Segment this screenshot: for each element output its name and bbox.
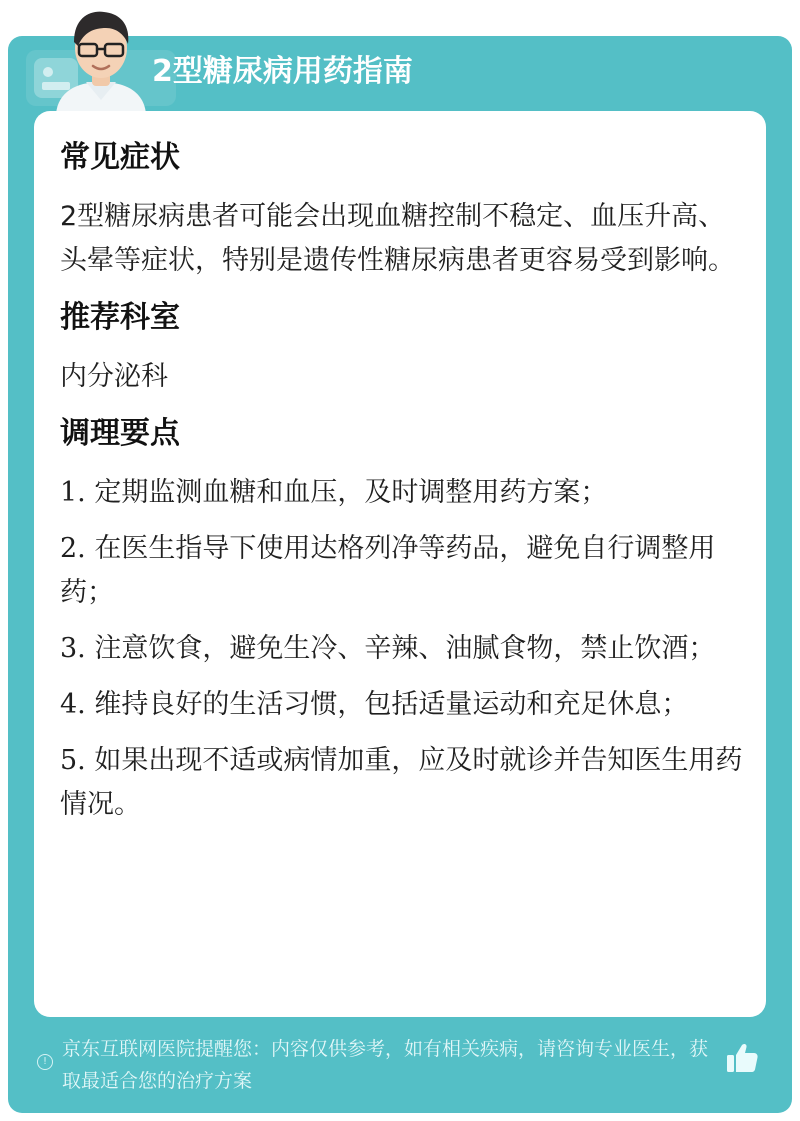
list-number: 5. bbox=[60, 745, 86, 776]
department-text: 内分泌科 bbox=[60, 361, 168, 392]
list-text: 维持良好的生活习惯，包括适量运动和充足休息； bbox=[94, 689, 689, 720]
list-text: 如果出现不适或病情加重，应及时就诊并告知医生用药情况。 bbox=[60, 745, 743, 820]
list-item bbox=[60, 527, 746, 615]
list-item bbox=[60, 627, 746, 671]
care-heading: 调理要点 bbox=[60, 416, 180, 451]
list-item bbox=[60, 739, 746, 827]
care-list bbox=[60, 471, 746, 827]
list-number: 1. bbox=[60, 477, 86, 508]
list-number: 3. bbox=[60, 633, 86, 664]
list-item bbox=[60, 471, 746, 515]
list-text: 定期监测血糖和血压，及时调整用药方案； bbox=[94, 477, 608, 508]
footer-disclaimer: 京东互联网医院提醒您：内容仅供参考，如有相关疾病，请咨询专业医生，获取最适合您的治疗方案 bbox=[62, 1038, 709, 1092]
info-icon: ! bbox=[37, 1054, 53, 1070]
department-heading: 推荐科室 bbox=[60, 300, 180, 335]
symptoms-text: 2型糖尿病患者可能会出现血糖控制不稳定、血压升高、头晕等症状，特别是遗传性糖尿病患者更容易受到影响。 bbox=[60, 201, 735, 276]
list-text: 在医生指导下使用达格列净等药品，避免自行调整用药； bbox=[60, 533, 716, 608]
page-title: 2型糖尿病用药指南 bbox=[152, 54, 413, 89]
content-body bbox=[60, 135, 746, 839]
thumbs-up-icon[interactable] bbox=[724, 1040, 760, 1076]
list-item bbox=[60, 683, 746, 727]
list-number: 2. bbox=[60, 533, 86, 564]
doctor-avatar-icon bbox=[46, 2, 156, 114]
list-number: 4. bbox=[60, 689, 86, 720]
content-card bbox=[34, 111, 766, 1017]
symptoms-heading: 常见症状 bbox=[60, 140, 180, 175]
list-text: 注意饮食，避免生冷、辛辣、油腻食物，禁止饮酒； bbox=[94, 633, 716, 664]
